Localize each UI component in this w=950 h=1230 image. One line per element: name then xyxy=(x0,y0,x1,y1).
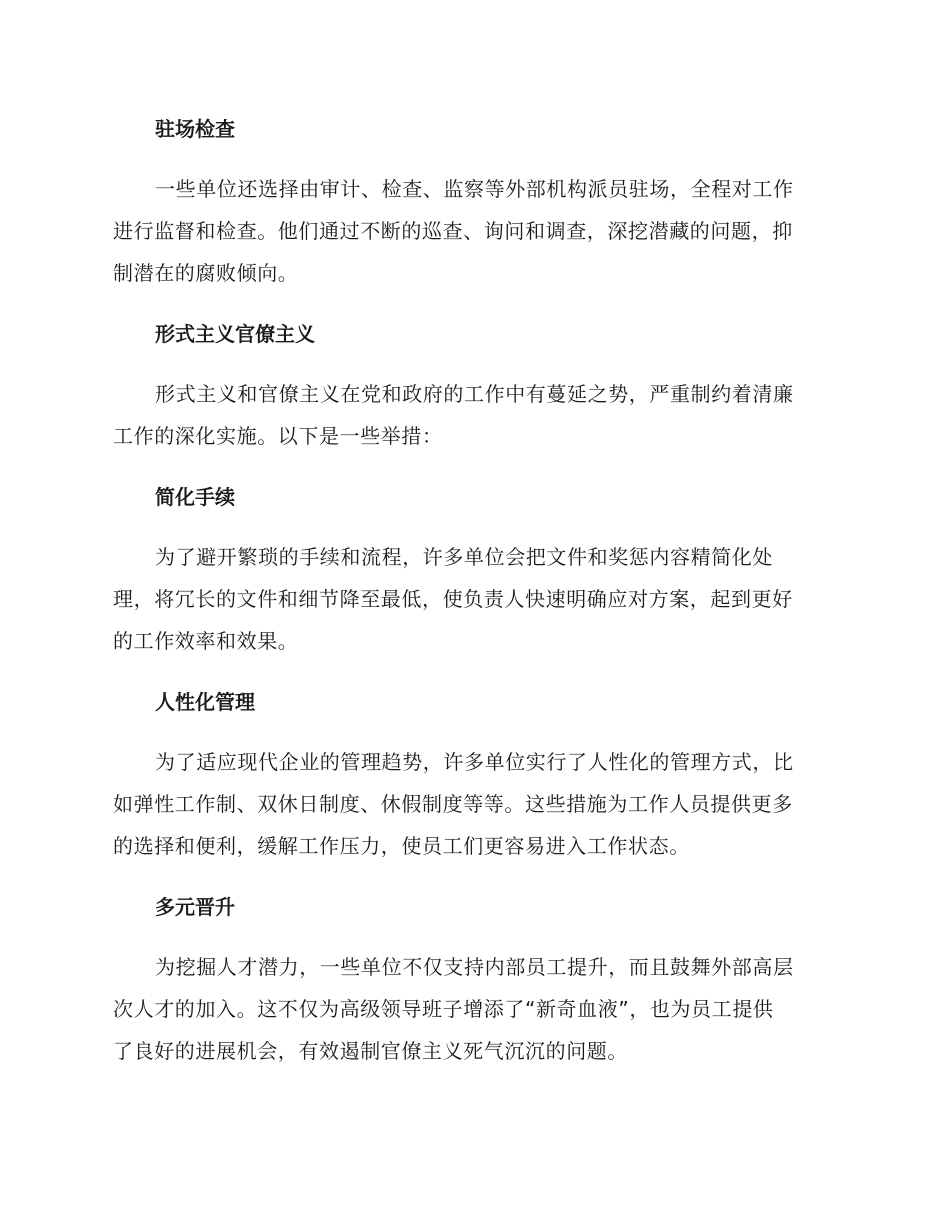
section-paragraph-diverse-promotion xyxy=(113,946,833,1072)
section-paragraph-simplify-procedures xyxy=(113,536,833,662)
section-paragraph-onsite-inspection xyxy=(113,168,833,294)
paragraph-line: 如弹性工作制、双休日制度、休假制度等等。这些措施为工作人员提供更多 xyxy=(113,792,793,816)
paragraph-line: 一些单位还选择由审计、检查、监察等外部机构派员驻场，全程对工作 xyxy=(155,177,794,201)
paragraph-line: 理，将冗长的文件和细节降至最低，使负责人快速明确应对方案，起到更好 xyxy=(113,587,793,611)
paragraph-line: 形式主义和官僚主义在党和政府的工作中有蔓延之势，严重制约着清廉 xyxy=(155,382,794,406)
paragraph-line: 工作的深化实施。以下是一些举措： xyxy=(113,424,443,448)
document-page xyxy=(113,110,833,1093)
section-heading-diverse-promotion: 多元晋升 xyxy=(155,895,235,919)
section-heading-simplify-procedures: 简化手续 xyxy=(155,485,235,509)
section-heading-humanized-management: 人性化管理 xyxy=(155,690,255,714)
paragraph-line: 为了避开繁琐的手续和流程，许多单位会把文件和奖惩内容精简化处 xyxy=(155,545,773,569)
paragraph-line: 了良好的进展机会，有效遏制官僚主义死气沉沉的问题。 xyxy=(113,1039,628,1063)
section-paragraph-humanized-management xyxy=(113,741,833,867)
section-heading-formalism-bureaucracy: 形式主义官僚主义 xyxy=(155,322,315,346)
paragraph-line: 为挖掘人才潜力，一些单位不仅支持内部员工提升，而且鼓舞外部高层 xyxy=(155,955,794,979)
paragraph-line: 进行监督和检查。他们通过不断的巡查、询问和调查，深挖潜藏的问题，抑 xyxy=(113,219,793,243)
section-paragraph-formalism-bureaucracy xyxy=(113,373,833,457)
section-heading-onsite-inspection: 驻场检查 xyxy=(155,117,235,141)
paragraph-line: 次人才的加入。这不仅为高级领导班子增添了“新奇血液”，也为员工提供 xyxy=(113,997,774,1021)
paragraph-line: 的工作效率和效果。 xyxy=(113,629,299,653)
paragraph-line: 制潜在的腐败倾向。 xyxy=(113,261,299,285)
paragraph-line: 的选择和便利，缓解工作压力，使员工们更容易进入工作状态。 xyxy=(113,834,690,858)
paragraph-line: 为了适应现代企业的管理趋势，许多单位实行了人性化的管理方式，比 xyxy=(155,750,794,774)
